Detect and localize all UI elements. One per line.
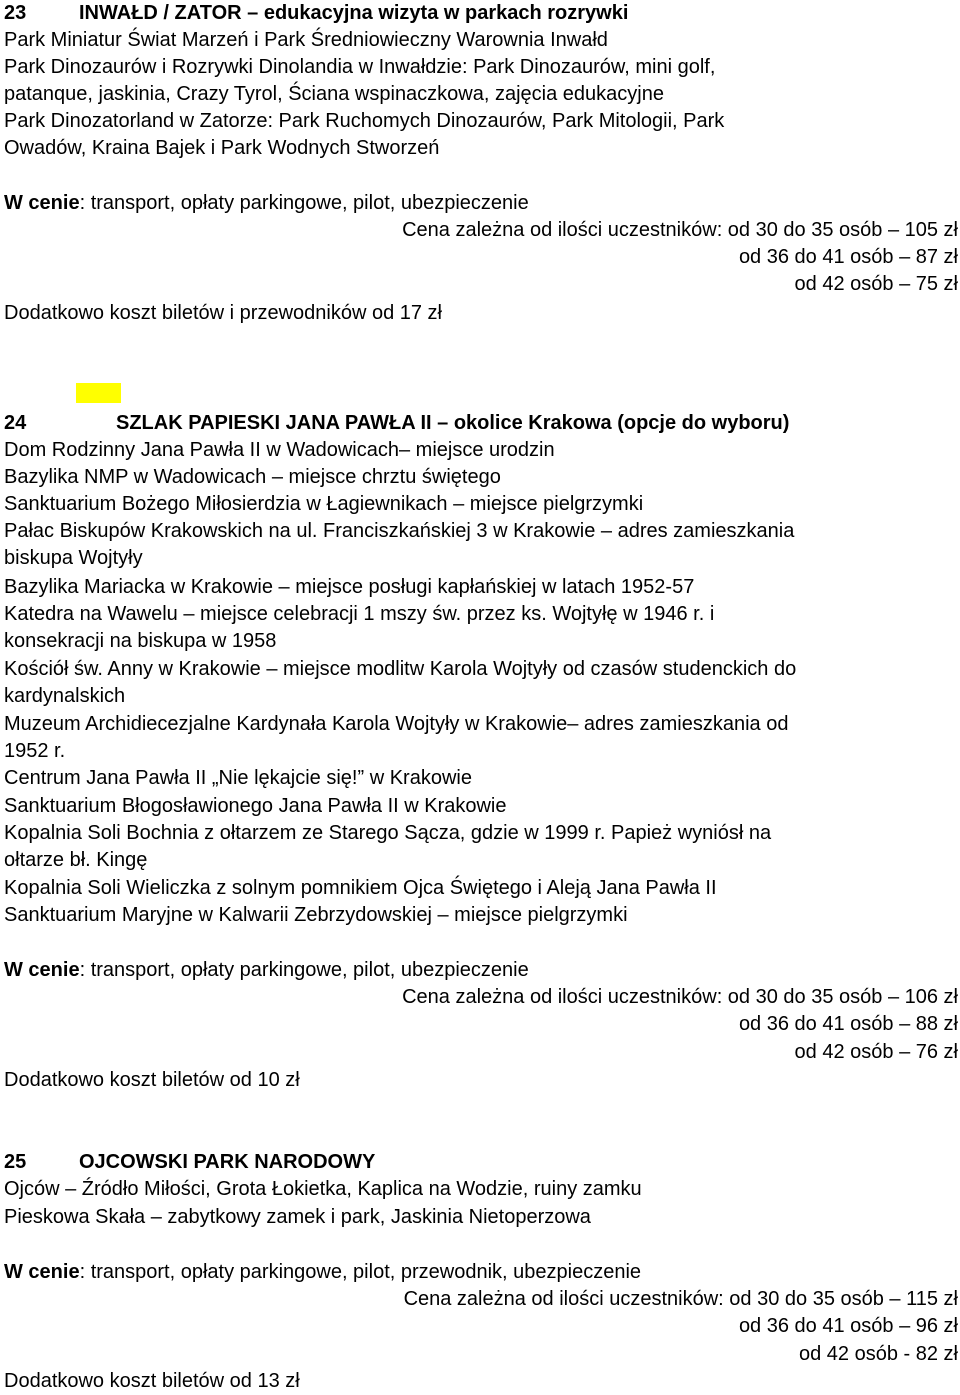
section-24-line: ołtarze bł. Kingę <box>4 849 148 871</box>
section-25-included <box>4 1259 641 1286</box>
section-24-price: Cena zależna od ilości uczestników: od 30 do 35 osób – 106 zł <box>402 986 958 1008</box>
section-24-line: Kopalnia Soli Wieliczka z solnym pomnikiem Ojca Świętego i Aleją Jana Pawła II <box>4 877 717 899</box>
section-24-line: Bazylika Mariacka w Krakowie – miejsce posługi kapłańskiej w latach 1952-57 <box>4 576 695 598</box>
section-23-price: od 36 do 41 osób – 87 zł <box>738 246 958 268</box>
section-24-title: SZLAK PAPIESKI JANA PAWŁA II – okolice Krakowa (opcje do wyboru) <box>116 412 790 434</box>
section-25-number: 25 <box>4 1151 27 1173</box>
included-label: W cenie <box>4 959 80 981</box>
section-23-included <box>4 190 529 217</box>
section-24-line: kardynalskich <box>4 685 126 707</box>
section-24-line: Muzeum Archidiecezjalne Kardynała Karola Wojtyły w Krakowie– adres zamieszkania od <box>4 713 789 735</box>
section-25-line: Ojców – Źródło Miłości, Grota Łokietka, Kaplica na Wodzie, ruiny zamku <box>4 1178 642 1200</box>
section-25-price: od 42 osób - 82 zł <box>799 1343 958 1365</box>
section-23-price: Cena zależna od ilości uczestników: od 30 do 35 osób – 105 zł <box>402 219 958 241</box>
included-label: W cenie <box>4 1261 80 1283</box>
section-24-line: konsekracji na biskupa w 1958 <box>4 630 277 652</box>
section-23-line: Park Dinozatorland w Zatorze: Park Ruchomych Dinozaurów, Park Mitologii, Park <box>4 110 725 132</box>
section-24-price: od 42 osób – 76 zł <box>794 1041 958 1063</box>
section-24-number: 24 <box>4 412 27 434</box>
section-24-line: biskupa Wojtyły <box>4 547 143 569</box>
section-23-price: od 42 osób – 75 zł <box>794 273 958 295</box>
included-text: : transport, opłaty parkingowe, pilot, ubezpieczenie <box>79 959 529 981</box>
section-24-extra-cost: Dodatkowo koszt biletów od 10 zł <box>4 1069 300 1091</box>
section-24-line: Katedra na Wawelu – miejsce celebracji 1 mszy św. przez ks. Wojtyłę w 1946 r. i <box>4 603 715 625</box>
section-24-line: Sanktuarium Błogosławionego Jana Pawła II w Krakowie <box>4 795 507 817</box>
included-text: : transport, opłaty parkingowe, pilot, ubezpieczenie <box>79 192 529 214</box>
section-25-heading <box>4 1149 375 1176</box>
section-23-line: Owadów, Kraina Bajek i Park Wodnych Stworzeń <box>4 137 440 159</box>
section-25-price: od 36 do 41 osób – 96 zł <box>738 1315 958 1337</box>
section-24-line: Pałac Biskupów Krakowskich na ul. Franciszkańskiej 3 w Krakowie – adres zamieszkania <box>4 520 795 542</box>
section-23-heading <box>4 0 628 27</box>
section-25-title: OJCOWSKI PARK NARODOWY <box>79 1151 376 1173</box>
section-23-line: Park Miniatur Świat Marzeń i Park Średniowieczny Warownia Inwałd <box>4 29 608 51</box>
section-23-line: patanque, jaskinia, Crazy Tyrol, Ściana wspinaczkowa, zajęcia edukacyjne <box>4 83 664 105</box>
highlight-mark <box>76 383 121 403</box>
section-23-extra-cost: Dodatkowo koszt biletów i przewodników od 17 zł <box>4 302 442 324</box>
section-25-price: Cena zależna od ilości uczestników: od 30 do 35 osób – 115 zł <box>403 1288 958 1310</box>
section-24-line: 1952 r. <box>4 740 66 762</box>
section-24-line: Kościół św. Anny w Krakowie – miejsce modlitw Karola Wojtyły od czasów studenckich do <box>4 658 797 680</box>
section-24-heading <box>4 410 789 437</box>
section-24-line: Centrum Jana Pawła II „Nie lękajcie się!” w Krakowie <box>4 767 472 789</box>
section-25-line: Pieskowa Skała – zabytkowy zamek i park, Jaskinia Nietoperzowa <box>4 1206 591 1228</box>
included-label: W cenie <box>4 192 80 214</box>
section-24-price: od 36 do 41 osób – 88 zł <box>738 1013 958 1035</box>
section-23-line: Park Dinozaurów i Rozrywki Dinolandia w Inwałdzie: Park Dinozaurów, mini golf, <box>4 56 716 78</box>
section-25-extra-cost: Dodatkowo koszt biletów od 13 zł <box>4 1370 300 1392</box>
section-24-line: Sanktuarium Maryjne w Kalwarii Zebrzydowskiej – miejsce pielgrzymki <box>4 904 628 926</box>
section-24-included <box>4 957 529 984</box>
section-24-line: Sanktuarium Bożego Miłosierdzia w Łagiewnikach – miejsce pielgrzymki <box>4 493 644 515</box>
section-24-line: Dom Rodzinny Jana Pawła II w Wadowicach– miejsce urodzin <box>4 439 555 461</box>
section-23-number: 23 <box>4 2 27 24</box>
section-23-title: INWAŁD / ZATOR – edukacyjna wizyta w parkach rozrywki <box>79 2 629 24</box>
section-24-line: Kopalnia Soli Bochnia z ołtarzem ze Starego Sącza, gdzie w 1999 r. Papież wyniósł na <box>4 822 772 844</box>
section-24-line: Bazylika NMP w Wadowicach – miejsce chrztu świętego <box>4 466 501 488</box>
included-text: : transport, opłaty parkingowe, pilot, przewodnik, ubezpieczenie <box>79 1261 642 1283</box>
